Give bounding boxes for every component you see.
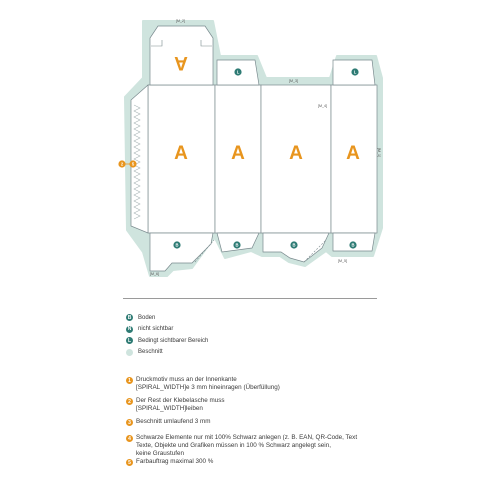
legend-item-nicht-sichtbar [126,324,208,336]
top-flap-letter: A [174,52,188,73]
mark-bedingt-1-label: L [236,69,240,75]
note-text: Schwarze Elemente nur mit 100% Schwarz anlegen (z. B. EAN, QR-Code, Text Texte, Objekte und Grafiken müssen in 100 % Schwarz angelegt sein, keine Graustufen [136,434,358,457]
note-text: Der Rest der Klebelasche muss [SPIRAL_WIDTH]leiben [136,397,225,412]
legend-label: Beschnitt [138,349,163,356]
dim-label-m1: [M_1] [377,148,381,157]
dim-label-m6: [M_6] [150,272,159,276]
nicht-sichtbar-icon: N [127,326,132,333]
note-number: 4 [126,435,133,442]
dim-label-m2: [M_2] [176,19,185,23]
legend [126,312,208,358]
callout-5-label: 5 [131,161,135,167]
mark-boden-2-label: B [235,242,239,248]
mark-bedingt-2-label: L [353,69,357,75]
divider [123,298,377,299]
legend-item-boden [126,312,208,324]
note-text: Druckmotiv muss an der Innenkante [SPIRAL_WIDTH]e 3 mm hineinragen (Überfüllung) [136,376,280,391]
side-2-letter: A [346,143,360,164]
note-number: 1 [126,377,133,384]
mark-boden-3-label: B [292,242,296,248]
dim-label-m4: [M_4] [318,104,327,108]
beschnitt-icon [126,349,133,356]
legend-item-bedingt [126,335,208,347]
note-number: 3 [126,419,133,426]
dim-label-m3: [M_3] [289,79,298,83]
note-item [126,376,386,392]
note-number: 5 [126,459,133,466]
legend-label: Boden [138,314,156,321]
notes-list [126,376,386,471]
mark-boden-1-label: B [175,242,179,248]
dim-label-m5: [M_5] [338,259,347,263]
legend-item-beschnitt [126,347,208,359]
note-item [126,397,386,413]
front-letter: A [174,143,188,164]
note-text: Beschnitt umlaufend 3 mm [136,418,211,425]
legend-label: Bedingt sichtbarer Bereich [138,337,209,344]
back-letter: A [289,143,303,164]
note-number: 2 [126,398,133,405]
legend-label: nicht sichtbar [138,326,174,333]
boden-icon: B [127,314,132,321]
note-item [126,458,386,466]
note-item [126,418,386,426]
note-item [126,434,386,458]
mark-boden-4-label: B [351,242,355,248]
note-text: Farbauftrag maximal 300 % [136,458,214,465]
side-1-letter: A [231,143,245,164]
bedingt-icon: L [127,337,132,344]
callout-2-label: 2 [120,161,124,167]
